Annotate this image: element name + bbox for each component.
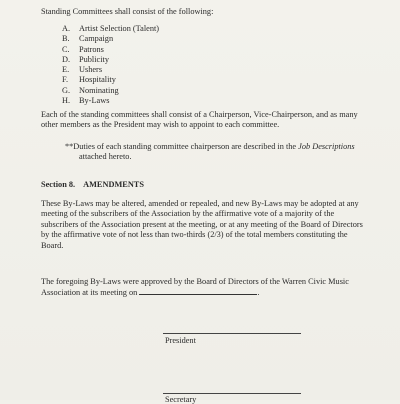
list-text: Publicity [79, 54, 109, 64]
list-item [62, 96, 159, 106]
secretary-signature-line [163, 393, 301, 394]
list-letter: D. [62, 54, 71, 64]
list-item [62, 86, 159, 96]
list-letter: H. [62, 96, 71, 106]
list-letter: A. [62, 24, 71, 33]
list-item [62, 65, 159, 75]
list-item [62, 55, 159, 65]
list-letter: F. [62, 75, 69, 85]
list-letter: E. [62, 65, 70, 75]
note-text: **Duties of each standing committee chairperson are described in the [65, 142, 299, 151]
list-letter: C. [62, 44, 70, 54]
approval-period: . [257, 288, 260, 298]
amendments-paragraph: These By-Laws may be altered, amended or repealed, and new By-Laws may be adopted at any meeting of the subscribers of the Association by the affirmative vote of a majority of the subscribers of the Association present at the meeting, or at any meeting of the Board of Directors by the affirmative vote of not less than two-thirds (2/3) of the total members constituting the Board. [41, 199, 363, 250]
section-title: AMENDMENTS [83, 180, 144, 189]
list-text: Patrons [79, 44, 104, 54]
secretary-label: Secretary [165, 395, 197, 404]
committees-intro: Standing Committees shall consist of the following: [41, 7, 214, 16]
list-text: Nominating [79, 85, 119, 95]
section-heading [41, 180, 144, 191]
list-text: Ushers [79, 65, 103, 75]
list-letter: B. [62, 34, 70, 44]
section-number: Section 8. [41, 180, 76, 189]
list-text: Artist Selection (Talent) [79, 24, 160, 33]
meeting-date-blank [139, 287, 260, 298]
approval-paragraph [41, 277, 371, 299]
list-item [62, 75, 159, 85]
job-descriptions-reference: Job Descriptions [298, 142, 355, 151]
list-text: Hospitality [79, 75, 116, 85]
list-item [62, 34, 159, 44]
president-signature-line [163, 333, 301, 334]
duties-note [65, 142, 375, 163]
list-item [62, 45, 159, 55]
president-label: President [165, 336, 196, 345]
approval-text: The foregoing By-Laws were approved by the Board of Directors of the Warren Civic Music Association at its meeting on [41, 277, 349, 298]
list-item [62, 24, 159, 34]
list-letter: G. [62, 85, 71, 95]
list-text: Campaign [79, 34, 114, 44]
committee-paragraph: Each of the standing committees shall consist of a Chairperson, Vice-Chairperson, and as many other members as the President may wish to appoint to each committee. [41, 110, 358, 130]
list-text: By-Laws [79, 96, 110, 106]
committee-list [62, 24, 159, 106]
note-text-continued: attached hereto. [79, 152, 132, 162]
